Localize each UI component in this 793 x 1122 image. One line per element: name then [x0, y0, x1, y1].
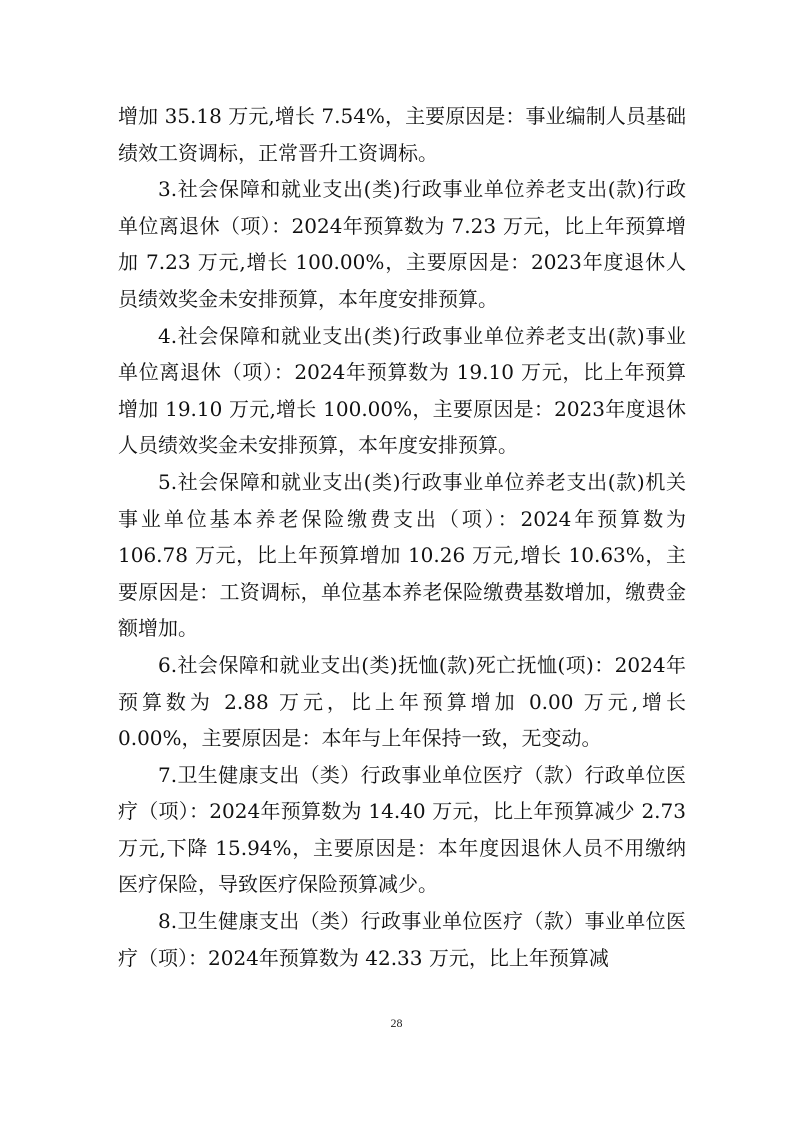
paragraph-3: 4.社会保障和就业支出(类)行政事业单位养老支出(款)事业单位离退休（项）：2024年预算数为 19.10 万元，比上年预算增加 19.10 万元,增长 100.00%，主要原因是：2023年度退休人员绩效奖金未安排预算，本年度安排预算。 [118, 323, 686, 458]
document-body [118, 98, 686, 976]
paragraph-1: 增加 35.18 万元,增长 7.54%，主要原因是：事业编制人员基础绩效工资调标，正常晋升工资调标。 [118, 104, 686, 165]
paragraph-6: 7.卫生健康支出（类）行政事业单位医疗（款）行政单位医疗（项）：2024年预算数为 14.40 万元，比上年预算减少 2.73 万元,下降 15.94%，主要原因是：本年度因退休人员不用缴纳医疗保险，导致医疗保险预算减少。 [118, 762, 686, 897]
paragraph-5: 6.社会保障和就业支出(类)抚恤(款)死亡抚恤(项)：2024年预算数为 2.88 万元，比上年预算增加 0.00 万元,增长 0.00%，主要原因是：本年与上年保持一致，无变动。 [118, 652, 686, 751]
paragraph-7: 8.卫生健康支出（类）行政事业单位医疗（款）事业单位医疗（项）：2024年预算数为 42.33 万元，比上年预算减 [118, 909, 686, 970]
paragraph-4: 5.社会保障和就业支出(类)行政事业单位养老支出(款)机关事业单位基本养老保险缴费支出（项）：2024年预算数为 106.78 万元，比上年预算增加 10.26 万元,增长 10.63%，主要原因是：工资调标，单位基本养老保险缴费基数增加，缴费金额增加。 [118, 469, 686, 641]
page-number: 28 [390, 1016, 403, 1030]
paragraph-2: 3.社会保障和就业支出(类)行政事业单位养老支出(款)行政单位离退休（项）：2024年预算数为 7.23 万元，比上年预算增加 7.23 万元,增长 100.00%，主要原因是：2023年度退休人员绩效奖金未安排预算，本年度安排预算。 [118, 177, 686, 311]
